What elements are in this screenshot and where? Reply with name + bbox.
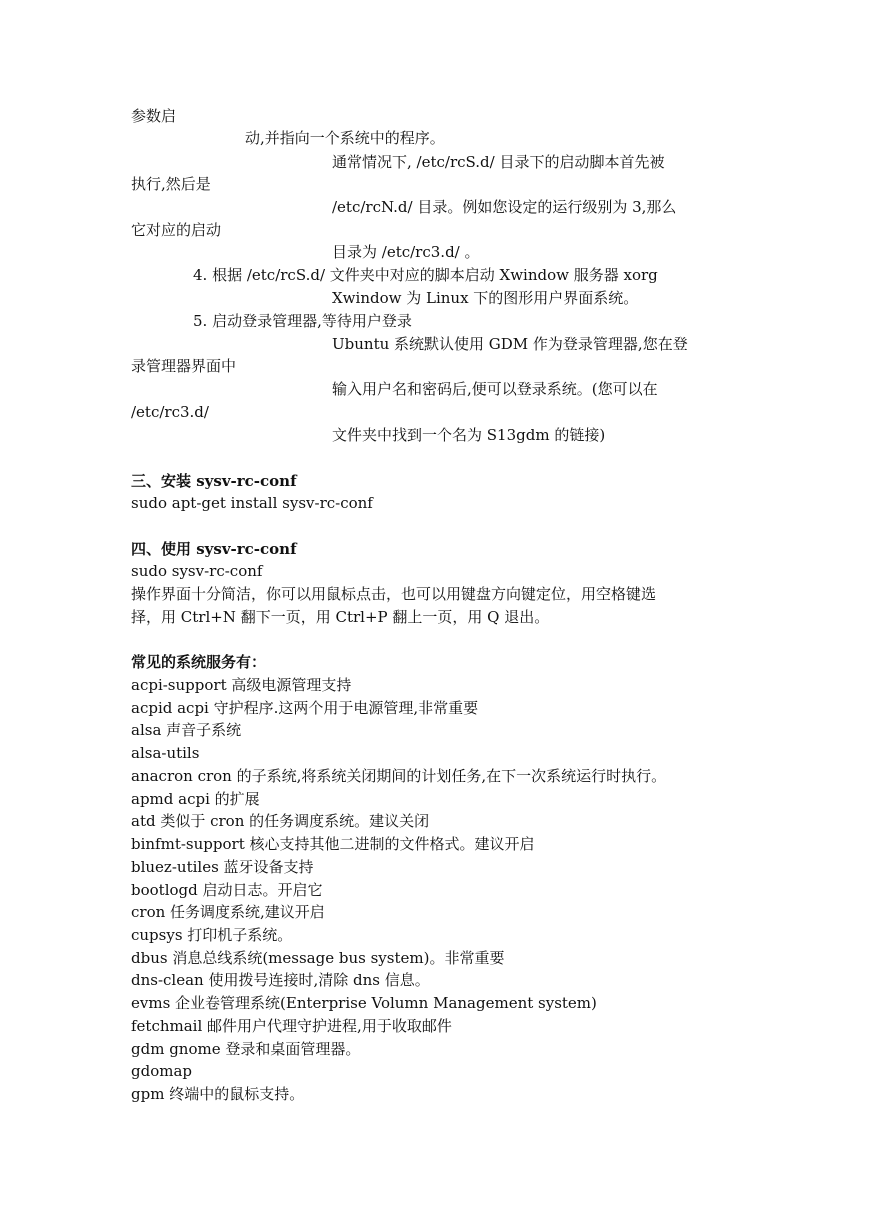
- service-item: bootlogd 启动日志。开启它: [131, 881, 323, 899]
- text-line: /etc/rcN.d/ 目录。例如您设定的运行级别为 3,那么: [332, 198, 677, 216]
- text-line: Xwindow 为 Linux 下的图形用户界面系统。: [332, 289, 639, 307]
- section-heading-usage: 四、使用 sysv-rc-conf: [131, 540, 297, 558]
- text-line: 文件夹中找到一个名为 S13gdm 的链接): [332, 426, 606, 444]
- section-heading-install: 三、安装 sysv-rc-conf: [131, 472, 297, 490]
- text-line: 通常情况下, /etc/rcS.d/ 目录下的启动脚本首先被: [332, 153, 665, 171]
- service-item: atd 类似于 cron 的任务调度系统。建议关闭: [131, 812, 430, 830]
- service-item: gdm gnome 登录和桌面管理器。: [131, 1040, 361, 1058]
- step-item: 5. 启动登录管理器,等待用户登录: [193, 312, 412, 330]
- service-item: cupsys 打印机子系统。: [131, 926, 293, 944]
- text-line: 输入用户名和密码后,便可以登录系统。(您可以在: [332, 380, 658, 398]
- text-line: 动,并指向一个系统中的程序。: [245, 129, 445, 147]
- service-item: dns-clean 使用拨号连接时,清除 dns 信息。: [131, 971, 430, 989]
- text-line: Ubuntu 系统默认使用 GDM 作为登录管理器,您在登: [332, 335, 688, 353]
- service-item: binfmt-support 核心支持其他二进制的文件格式。建议开启: [131, 835, 535, 853]
- usage-description: 择，用 Ctrl+N 翻下一页，用 Ctrl+P 翻上一页，用 Q 退出。: [131, 608, 550, 626]
- text-line: 它对应的启动: [131, 221, 222, 239]
- service-item: dbus 消息总线系统(message bus system)。非常重要: [131, 949, 505, 967]
- service-item: gdomap: [131, 1062, 193, 1080]
- step-item: 4. 根据 /etc/rcS.d/ 文件夹中对应的脚本启动 Xwindow 服务器 xorg: [193, 266, 658, 284]
- usage-command: sudo sysv-rc-conf: [131, 562, 263, 580]
- service-item: apmd acpi 的扩展: [131, 790, 260, 808]
- service-item: anacron cron 的子系统,将系统关闭期间的计划任务,在下一次系统运行时执行。: [131, 767, 667, 785]
- service-item: alsa 声音子系统: [131, 721, 242, 739]
- usage-description: 操作界面十分简洁，你可以用鼠标点击，也可以用键盘方向键定位，用空格键选: [131, 585, 657, 603]
- service-item: acpid acpi 守护程序.这两个用于电源管理,非常重要: [131, 699, 479, 717]
- service-item: alsa-utils: [131, 744, 200, 762]
- service-item: evms 企业卷管理系统(Enterprise Volumn Management system): [131, 994, 597, 1012]
- text-line: /etc/rc3.d/: [131, 403, 209, 421]
- text-line: 执行,然后是: [131, 175, 211, 193]
- text-line: 参数启: [131, 107, 177, 125]
- service-item: bluez-utiles 蓝牙设备支持: [131, 858, 314, 876]
- text-line: 录管理器界面中: [131, 357, 237, 375]
- service-item: acpi-support 高级电源管理支持: [131, 676, 352, 694]
- service-item: gpm 终端中的鼠标支持。: [131, 1085, 305, 1103]
- install-command: sudo apt-get install sysv-rc-conf: [131, 494, 373, 512]
- text-line: 目录为 /etc/rc3.d/ 。: [332, 243, 480, 261]
- section-heading-services: 常见的系统服务有：: [131, 653, 267, 671]
- service-item: fetchmail 邮件用户代理守护进程,用于收取邮件: [131, 1017, 452, 1035]
- service-item: cron 任务调度系统,建议开启: [131, 903, 325, 921]
